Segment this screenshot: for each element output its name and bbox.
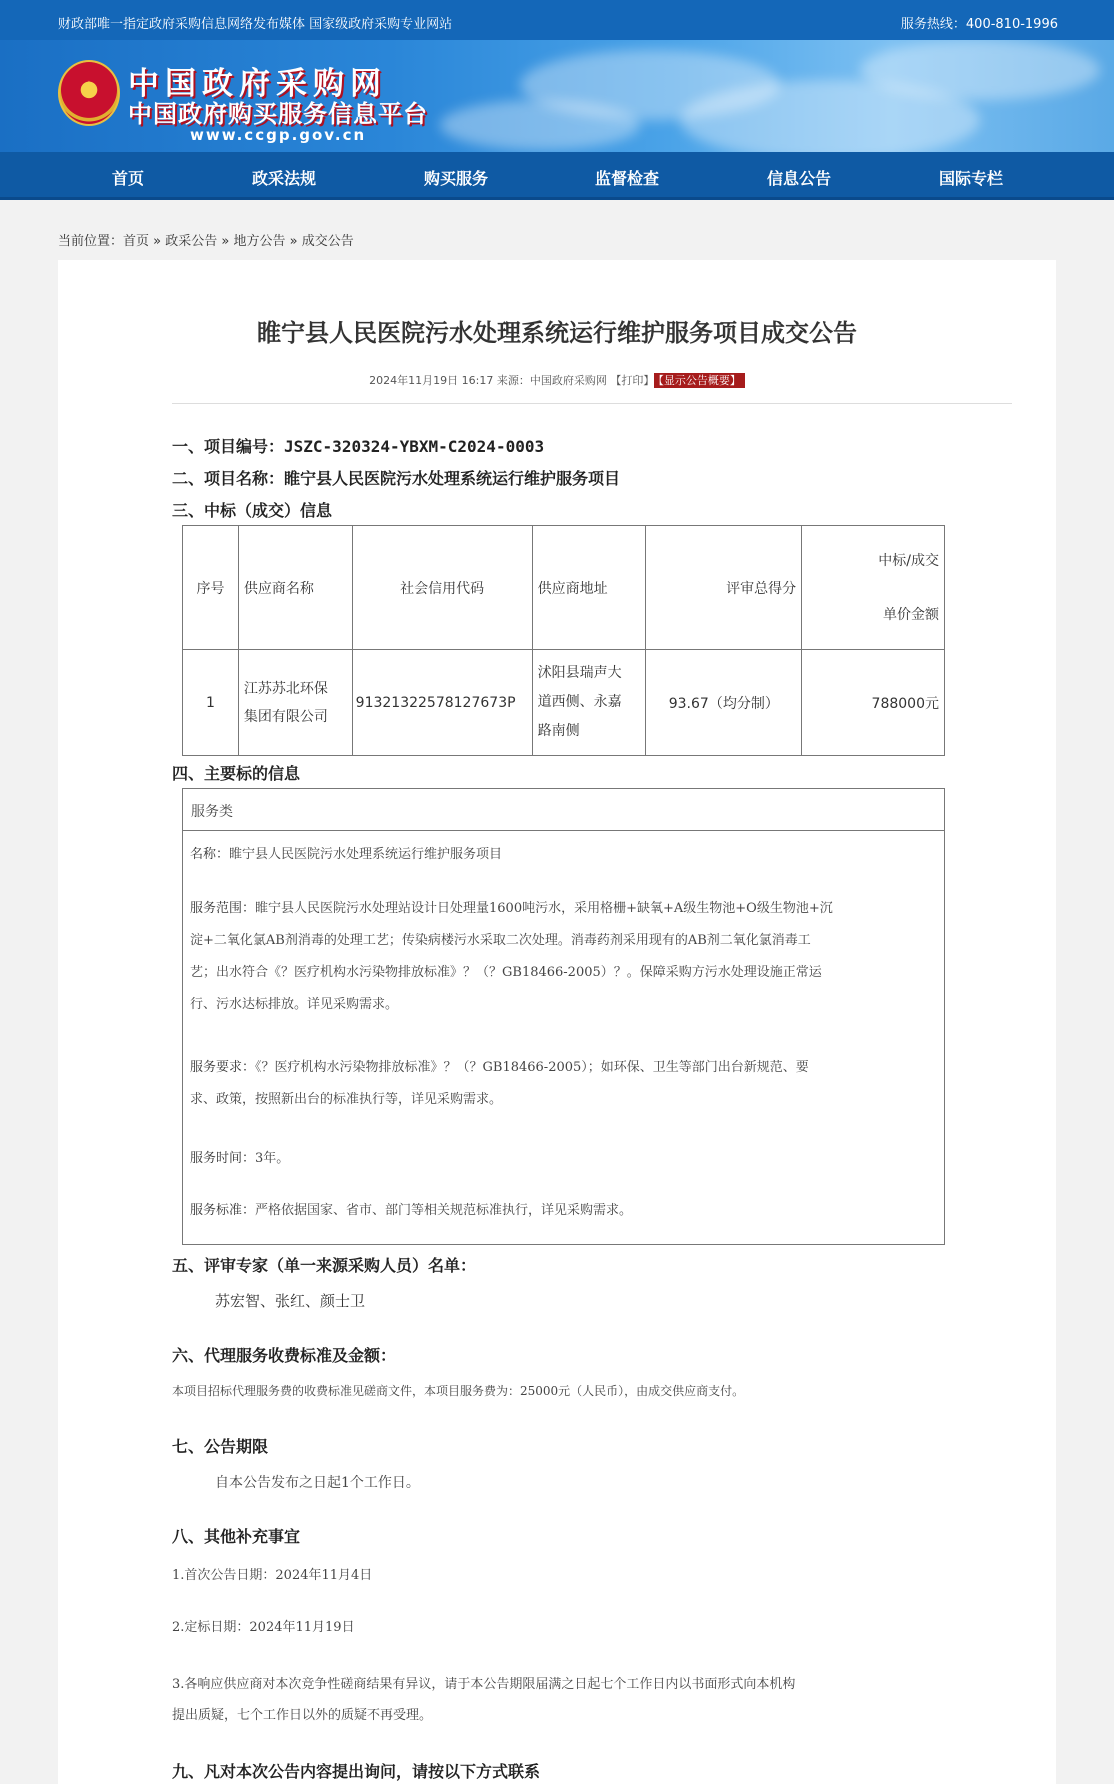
divider — [172, 403, 1012, 404]
section-contact: 九、凡对本次公告内容提出询问，请按以下方式联系 — [172, 1762, 541, 1781]
article-title: 睢宁县人民医院污水处理系统运行维护服务项目成交公告 — [257, 319, 857, 347]
breadcrumb: 当前位置：首页 » 政采公告 » 地方公告 » 成交公告 — [58, 234, 354, 249]
header-banner — [0, 40, 1114, 152]
article-meta: 2024年11月19日 16:17 来源：中国政府采购网 【打印】 【显示公告概要】 — [58, 372, 1056, 388]
header-amount: 中标/成交 单价金额 — [802, 526, 945, 650]
site-logo-subtitle: 中国政府购买服务信息平台 — [128, 100, 428, 128]
experts-list: 苏宏智、张红、颜士卫 — [215, 1292, 366, 1310]
header-index: 序号 — [183, 526, 239, 650]
breadcrumb-gov-announcements[interactable]: 政采公告 — [165, 234, 218, 249]
article-panel — [58, 260, 1056, 1784]
cell-score: 93.67（均分制） — [646, 650, 802, 756]
cell-index: 1 — [183, 650, 239, 756]
cell-supplier: 江苏苏北环保 集团有限公司 — [238, 650, 352, 756]
table-header-row — [183, 526, 945, 650]
section-experts: 五、评审专家（单一来源采购人员）名单： — [172, 1256, 477, 1275]
section-period: 七、公告期限 — [172, 1437, 269, 1456]
main-items-box — [182, 788, 945, 1245]
nav-home[interactable]: 首页 — [111, 169, 144, 188]
national-emblem-icon: ★ — [58, 60, 120, 126]
site-url: www.ccgp.gov.cn — [190, 126, 367, 144]
box-category: 服务类 — [183, 789, 944, 831]
section-main-items: 四、主要标的信息 — [172, 764, 301, 783]
header-address: 供应商地址 — [532, 526, 646, 650]
period-text: 自本公告发布之日起1个工作日。 — [215, 1475, 420, 1491]
section-agency-fee: 六、代理服务收费标准及金额： — [172, 1346, 397, 1365]
site-logo-title[interactable]: 中国政府采购网 — [128, 66, 387, 102]
objection-text: 3.各响应供应商对本次竞争性磋商结果有异议，请于本公告期限届满之日起七个工作日内以书面形式向本机构 提出质疑，七个工作日以外的质疑不再受理。 — [172, 1677, 796, 1723]
nav-international[interactable]: 国际专栏 — [938, 169, 1003, 188]
table-row — [183, 650, 945, 756]
agency-fee-text: 本项目招标代理服务费的收费标准见磋商文件，本项目服务费为：25000元（人民币），由成交供应商支付。 — [172, 1384, 745, 1398]
cell-credit-code: 91321322578127673P — [352, 650, 532, 756]
first-announce-date: 1.首次公告日期：2024年11月4日 — [172, 1568, 373, 1583]
item-standard: 服务标准：严格依据国家、省市、部门等相关规范标准执行，详见采购需求。 — [190, 1203, 633, 1218]
top-bar — [0, 0, 1114, 40]
breadcrumb-deal-announcements[interactable]: 成交公告 — [301, 234, 354, 249]
nav-purchase-services[interactable]: 购买服务 — [423, 169, 488, 188]
section-project-number: 一、项目编号：JSZC-320324-YBXM-C2024-0003 — [172, 437, 545, 456]
item-duration: 服务时间：3年。 — [190, 1151, 290, 1166]
award-date: 2.定标日期：2024年11月19日 — [172, 1620, 355, 1635]
item-scope: 服务范围：睢宁县人民医院污水处理站设计日处理量1600吨污水，采用格栅+缺氧+A级生物池+O级生物池+沉 淀+二氧化氯AB剂消毒的处理工艺；传染病楼污水采取二次处理。消毒药剂采用现有的AB剂二氧化氯消毒工 艺；出水符合《？医疗机构水污染物排放标准》？（？GB18466-2005）？。保障采购方污水处理设施正常运 行、污水达标排放。详见采购需求。 — [190, 901, 833, 1012]
nav-supervision[interactable]: 监督检查 — [594, 169, 659, 188]
cell-address: 沭阳县瑞声大 道西侧、永嘉 路南侧 — [532, 650, 646, 756]
hotline: 服务热线：400-810-1996 — [900, 17, 1058, 32]
nav-announcements[interactable]: 信息公告 — [766, 169, 831, 188]
section-award-info: 三、中标（成交）信息 — [172, 501, 333, 520]
breadcrumb-home[interactable]: 首页 — [123, 234, 150, 249]
cell-amount: 788000元 — [802, 650, 945, 756]
section-project-name: 二、项目名称：睢宁县人民医院污水处理系统运行维护服务项目 — [172, 469, 621, 488]
award-table — [182, 525, 945, 756]
header-supplier: 供应商名称 — [238, 526, 352, 650]
slogan: 财政部唯一指定政府采购信息网络发布媒体 国家级政府采购专业网站 — [58, 17, 453, 32]
breadcrumb-local-announcements[interactable]: 地方公告 — [233, 234, 286, 249]
show-summary-button[interactable]: 【显示公告概要】 — [654, 373, 745, 388]
section-other: 八、其他补充事宜 — [172, 1527, 301, 1546]
header-score: 评审总得分 — [646, 526, 802, 650]
item-name: 名称：睢宁县人民医院污水处理系统运行维护服务项目 — [190, 847, 503, 862]
header-credit-code: 社会信用代码 — [352, 526, 532, 650]
item-requirements: 服务要求：《？医疗机构水污染物排放标准》？（？GB18466-2005）；如环保、卫生等部门出台新规范、要 求、政策，按照新出台的标准执行等，详见采购需求。 — [190, 1060, 809, 1107]
nav-regulations[interactable]: 政采法规 — [251, 169, 316, 188]
main-nav — [0, 152, 1114, 200]
